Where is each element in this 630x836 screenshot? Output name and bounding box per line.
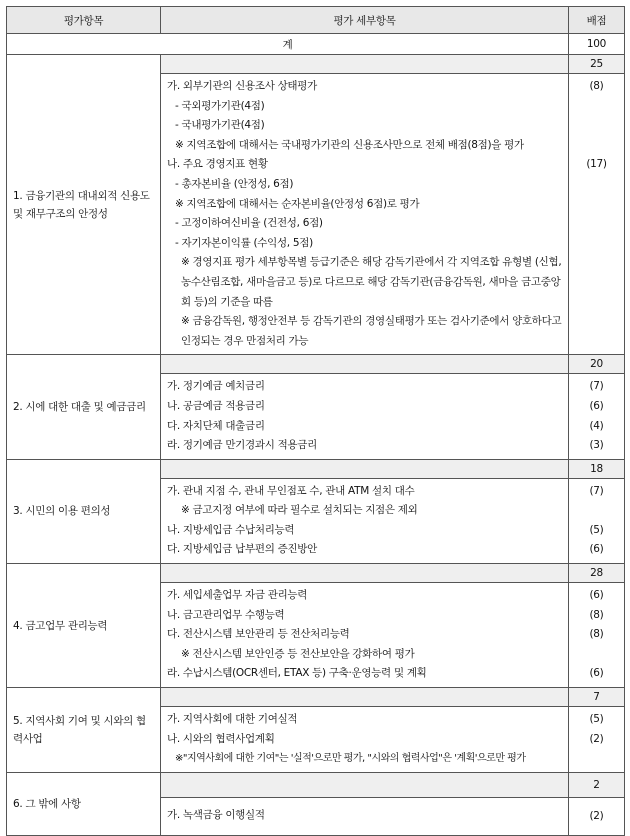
section-points: [569, 74, 625, 355]
detail-points: (8): [589, 628, 604, 641]
detail-line: 가. 지역사회에 대한 기여실적: [167, 713, 298, 726]
section-points: [569, 478, 625, 563]
section-details: [161, 583, 569, 688]
section-points: [569, 707, 625, 773]
section-score-row: [7, 688, 625, 707]
detail-note: ※ 전산시스템 보안인증 등 전산보안을 강화하여 평가: [181, 647, 415, 660]
detail-line: 라. 정기예금 만기경과시 적용금리: [167, 439, 317, 452]
detail-line: 나. 시와의 협력사업계획: [167, 732, 275, 745]
section-points: [569, 797, 625, 836]
detail-points: (8): [589, 80, 604, 92]
detail-line: 나. 지방세입금 수납처리능력: [167, 523, 295, 536]
detail-line: 다. 전산시스템 보안관리 등 전산처리능력: [167, 628, 350, 641]
detail-line: 나. 공금예금 적용금리: [167, 399, 265, 412]
header-detail: 평가 세부항목: [161, 7, 569, 34]
detail-line: 나. 금고관리업무 수행능력: [167, 608, 285, 621]
detail-line: 가. 관내 지점 수, 관내 무인점포 수, 관내 ATM 설치 대수: [167, 484, 415, 497]
detail-note: ※ 지역조합에 대해서는 국내평가기관의 신용조사만으로 전체 배점(8점)을 평가: [175, 138, 524, 151]
detail-points: (6): [589, 399, 604, 412]
detail-points: (6): [589, 543, 604, 556]
section-score-row: [7, 355, 625, 374]
section-score: 18: [569, 459, 625, 478]
detail-line: 나. 주요 경영지표 현황: [167, 158, 268, 171]
section-score-row: [7, 772, 625, 797]
detail-line: 가. 정기예금 예치금리: [167, 380, 265, 393]
detail-line: 가. 세입세출업무 자금 관리능력: [167, 589, 308, 602]
detail-line: 다. 자치단체 대출금리: [167, 419, 265, 432]
detail-points: (2): [589, 809, 604, 822]
detail-points: (6): [589, 589, 604, 602]
section-details: [161, 478, 569, 563]
detail-line: - 국내평가기관(4점): [175, 119, 265, 132]
header-category: 평가항목: [7, 7, 161, 34]
section-details: [161, 374, 569, 459]
detail-points: (17): [586, 158, 607, 171]
section-details: [161, 74, 569, 355]
detail-points: (7): [589, 380, 604, 393]
detail-points: (6): [589, 667, 604, 680]
detail-note: ※ 경영지표 평가 세부항목별 등급기준은 해당 감독기관에서 각 지역조합 유형별 (신협, 농수산림조합, 새마을금고 등)로 다르므로 해당 감독기관(금융감독원, 새마을 금고중앙회 등)의 기준을 따름: [181, 256, 562, 308]
section-score: 20: [569, 355, 625, 374]
section-category: 6. 그 밖에 사항: [7, 772, 161, 836]
evaluation-table: [6, 6, 625, 836]
detail-points: (7): [589, 484, 604, 497]
detail-points: (5): [589, 713, 604, 726]
section-details: [161, 707, 569, 773]
detail-line: 라. 수납시스템(OCR센터, ETAX 등) 구축·운영능력 및 계획: [167, 667, 427, 680]
section-points: [569, 583, 625, 688]
detail-line: 가. 외부기관의 신용조사 상태평가: [167, 80, 317, 92]
section-points: [569, 374, 625, 459]
section-score: 7: [569, 688, 625, 707]
section-score-row: [7, 55, 625, 74]
detail-points: (5): [589, 523, 604, 536]
detail-points: (2): [589, 732, 604, 745]
section-details: [161, 797, 569, 836]
section-score-row: [7, 459, 625, 478]
detail-line: - 국외평가기관(4점): [175, 99, 265, 112]
section-score-row: [7, 564, 625, 583]
section-category: 3. 시민의 이용 편의성: [7, 459, 161, 563]
section-category: 1. 금융기관의 대내외적 신용도 및 재무구조의 안정성: [7, 55, 161, 355]
section-category: 5. 지역사회 기여 및 시와의 협력사업: [7, 688, 161, 773]
detail-note: ※"지역사회에 대한 기여"는 '실적'으로만 평가, "시와의 협력사업"은 '계획'으로만 평가: [175, 753, 526, 765]
section-score: 28: [569, 564, 625, 583]
header-score: 배점: [569, 7, 625, 34]
table-header-row: [7, 7, 625, 34]
detail-line: - 자기자본이익률 (수익성, 5점): [175, 236, 313, 249]
section-category: 2. 시에 대한 대출 및 예금금리: [7, 355, 161, 459]
detail-line: - 총자본비율 (안정성, 6점): [175, 177, 294, 190]
detail-line: - 고정이하여신비율 (건전성, 6점): [175, 217, 323, 230]
detail-points: (3): [589, 439, 604, 452]
detail-line: 다. 지방세입금 납부편의 증진방안: [167, 543, 317, 556]
total-row: [7, 34, 625, 55]
detail-note: ※ 지역조합에 대해서는 순자본비율(안정성 6점)로 평가: [175, 197, 420, 210]
section-category: 4. 금고업무 관리능력: [7, 564, 161, 688]
detail-note: ※ 금융감독원, 행정안전부 등 감독기관의 경영실태평가 또는 검사기준에서 양호하다고 인정되는 경우 만점처리 가능: [181, 315, 562, 347]
detail-note: ※ 금고지정 여부에 따라 필수로 설치되는 지점은 제외: [181, 504, 418, 517]
section-score: 2: [569, 772, 625, 797]
detail-line: 가. 녹색금융 이행실적: [167, 808, 265, 821]
detail-points: (8): [589, 608, 604, 621]
detail-points: (4): [589, 419, 604, 432]
total-label: 계: [7, 34, 569, 55]
section-score: 25: [569, 55, 625, 74]
total-score: 100: [569, 34, 625, 55]
